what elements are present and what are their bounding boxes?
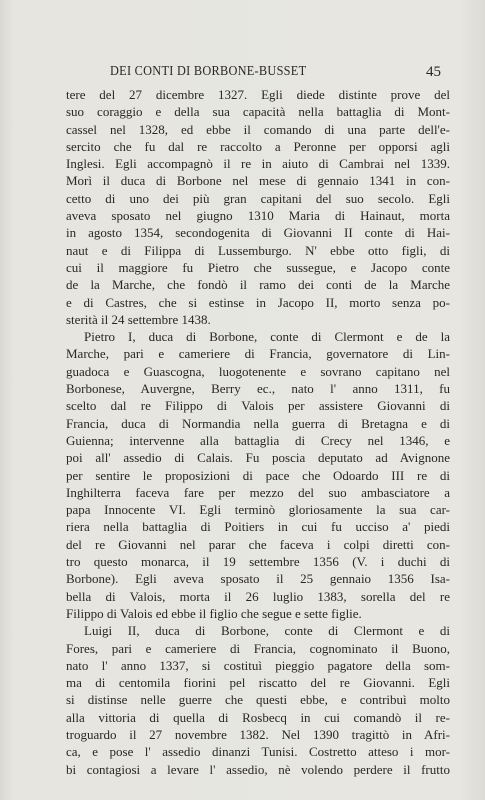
text-line: Francia, duca di Normandia nella guerra di Bretagna e di: [66, 415, 450, 431]
text-line: del re Giovanni nel parar che faceva i colpi diretti con-: [66, 536, 450, 552]
text-line: cassel nel 1328, ed ebbe il comando di una parte dell'e-: [66, 121, 450, 137]
text-line: aveva sposato nel giugno 1310 Maria di Hainaut, morta: [66, 208, 450, 224]
text-line: e di Castres, che si estinse in Jacopo II, morto senza po-: [66, 294, 450, 310]
text-line: ma di centomila fiorini pel riscatto del re Giovanni. Egli: [66, 675, 450, 691]
text-line: bi contagiosi a levare l' assedio, nè volendo perdere il frutto: [66, 761, 450, 777]
text-line: Inglesi. Egli accompagnò il re in aiuto di Cambrai nel 1339.: [66, 156, 450, 172]
text-line: guadoca e Guascogna, luogotenente e sovrano capitano nel: [66, 363, 450, 379]
text-line: poi all' assedio di Calais. Fu poscia deputato ad Avignone: [66, 450, 450, 466]
text-line: Marche, pari e cameriere di Francia, governatore di Lin-: [66, 346, 450, 362]
text-line: cui il maggiore fu Pietro che sussegue, e Jacopo conte: [66, 259, 450, 275]
text-line: scelto dal re Filippo di Valois per assistere Giovanni di: [66, 398, 450, 414]
text-line: suo coraggio e della sua capacità nella battaglia di Mont-: [66, 104, 450, 120]
text-line: alla vittoria di quella di Rosbecq in cui comandò il re-: [66, 709, 450, 725]
text-line: tere del 27 dicembre 1327. Egli diede distinte prove del: [66, 87, 450, 102]
text-line: Borbonese, Auvergne, Berry ec., nato l' anno 1311, fu: [66, 381, 450, 397]
page-header: [0, 64, 485, 84]
text-line: troguardo il 27 novembre 1382. Nel 1390 tragittò in Afri-: [66, 726, 450, 742]
page-number: 45: [426, 64, 441, 80]
text-line: sercito che fu dal re raccolto a Peronne per opporsi agli: [66, 138, 450, 154]
text-line: cetto di uno dei più gran capitani del suo secolo. Egli: [66, 190, 450, 206]
text-line: tro questo monarca, il 19 settembre 1356 (V. i duchi di: [66, 554, 450, 570]
text-line: Fores, pari e cameriere di Francia, cognominato il Buono,: [66, 640, 450, 656]
text-line: riera nella battaglia di Poitiers in cui fu ucciso a' piedi: [66, 519, 450, 535]
text-line: de la Marche, che fondò il ramo dei conti de la Marche: [66, 277, 450, 293]
text-line: naut e di Filippa di Lussemburgo. N' ebbe otto figli, di: [66, 242, 450, 258]
text-line: ca, e pose l' assedio dinanzi Tunisi. Costretto atteso i mor-: [66, 744, 450, 760]
text-line: per sentire le proposizioni di pace che Odoardo III re di: [66, 467, 450, 483]
text-line: in agosto 1354, secondogenita di Giovanni II conte di Hai-: [66, 225, 450, 241]
text-line: Borbone). Egli aveva sposato il 25 gennaio 1356 Isa-: [66, 571, 450, 587]
text-line: Filippo di Valois ed ebbe il figlio che segue e sette figlie.: [66, 605, 362, 621]
text-line: papa Innocente VI. Egli terminò gloriosamente la sua car-: [66, 502, 450, 518]
text-line: si distinse nelle guerre che questi ebbe, e contribuì molto: [66, 692, 450, 708]
text-line: Luigi II, duca di Borbone, conte di Clermont e di: [84, 623, 450, 639]
text-line: Pietro I, duca di Borbone, conte di Clermont e de la: [84, 329, 450, 345]
text-line: bella di Valois, morta il 26 luglio 1383, sorella del re: [66, 588, 450, 604]
body-text: [66, 86, 450, 778]
text-line: nato l' anno 1337, si costituì pieggio pagatore della som-: [66, 657, 450, 673]
text-line: sterità il 24 settembre 1438.: [66, 311, 211, 327]
text-line: Inghilterra faceva fare per mezzo del suo ambasciatore a: [66, 484, 450, 500]
text-line: Morì il duca di Borbone nel mese di gennaio 1341 in con-: [66, 173, 450, 189]
running-head: DEI CONTI DI BORBONE-BUSSET: [110, 64, 307, 79]
text-line: Guienna; intervenne alla battaglia di Crecy nel 1346, e: [66, 432, 450, 448]
